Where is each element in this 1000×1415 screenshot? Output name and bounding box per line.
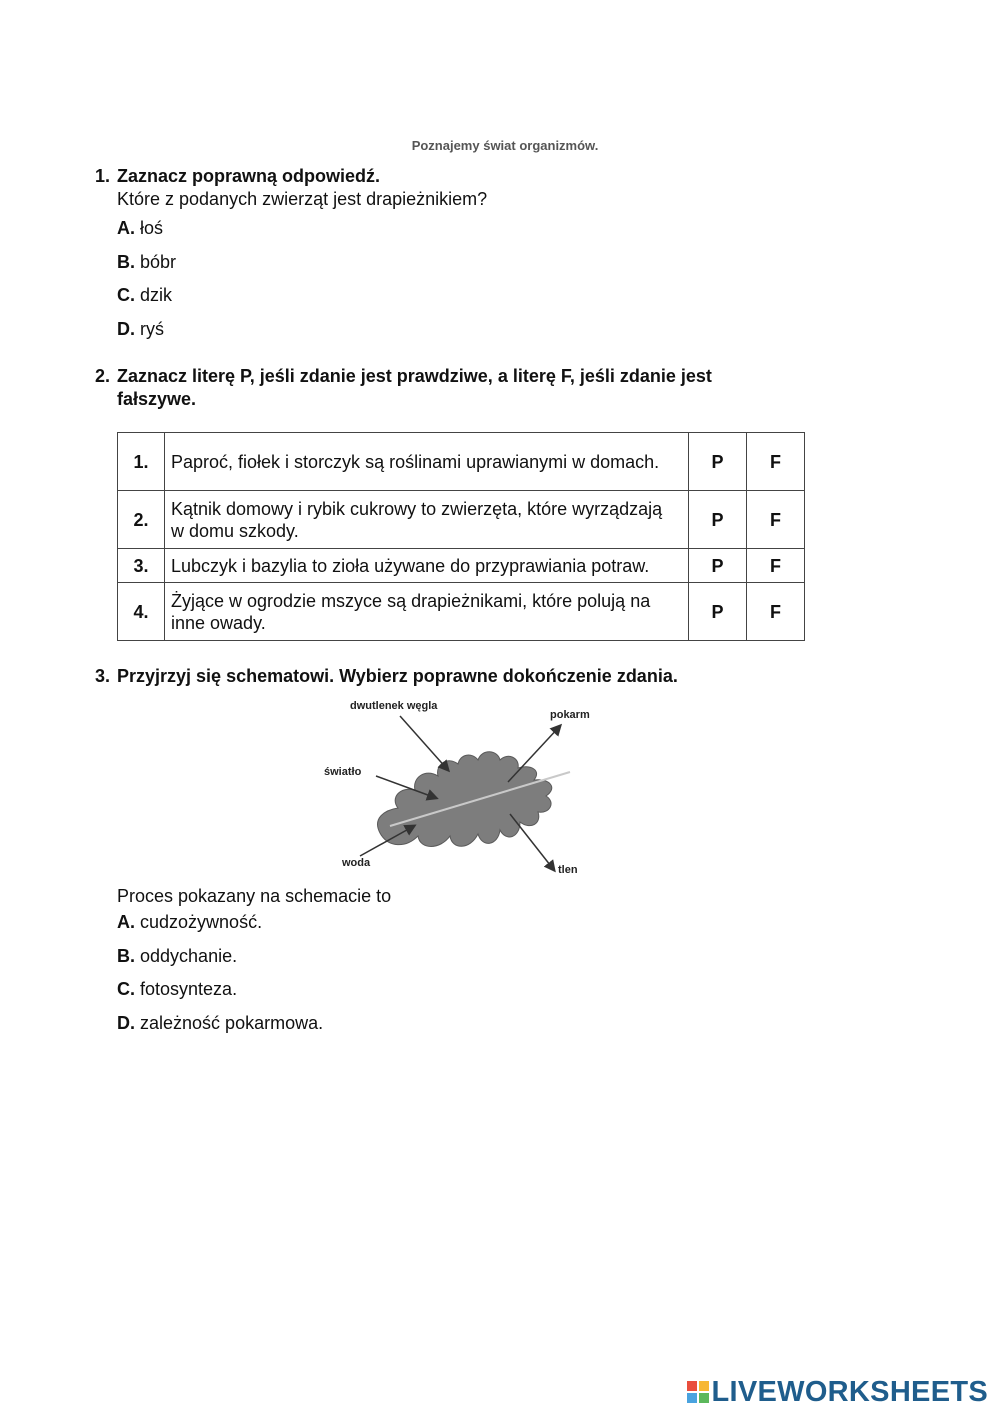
question-3-instruction — [95, 665, 678, 688]
instruction-text: Zaznacz poprawną odpowiedź. — [117, 166, 381, 186]
question-2 — [95, 365, 785, 411]
true-choice[interactable]: P — [689, 583, 747, 641]
question-1-options — [95, 217, 487, 340]
option-text: oddychanie. — [140, 945, 238, 966]
question-2-instruction — [95, 365, 785, 411]
row-number: 2. — [118, 491, 165, 549]
logo-mark-icon — [687, 1381, 709, 1403]
answer-option[interactable] — [117, 1012, 391, 1034]
instruction-text: fałszywe. — [117, 389, 197, 409]
option-text: bóbr — [140, 251, 177, 272]
liveworksheets-logo — [687, 1377, 989, 1407]
option-letter: A. — [117, 912, 135, 932]
row-number: 4. — [118, 583, 165, 641]
table-row — [118, 491, 805, 549]
question-3-body — [117, 885, 391, 1045]
question-3 — [95, 665, 678, 688]
label-oxygen: tlen — [558, 864, 578, 876]
table-row — [118, 433, 805, 491]
false-choice[interactable]: F — [747, 549, 805, 583]
row-number: 3. — [118, 549, 165, 583]
false-choice[interactable]: F — [747, 433, 805, 491]
leaf-illustration — [320, 698, 620, 883]
label-carbon-dioxide: dwutlenek węgla — [350, 700, 438, 712]
option-text: fotosynteza. — [140, 979, 238, 1000]
answer-option[interactable] — [117, 318, 487, 340]
question-number: 3. — [95, 666, 111, 686]
true-false-table — [117, 432, 805, 641]
option-letter: A. — [117, 218, 135, 238]
option-letter: D. — [117, 1012, 135, 1033]
label-light: światło — [324, 766, 362, 778]
row-number: 1. — [118, 433, 165, 491]
answer-option[interactable] — [117, 251, 487, 273]
option-letter: C. — [117, 979, 135, 1000]
option-text: ryś — [140, 318, 165, 339]
question-1 — [95, 165, 487, 351]
true-choice[interactable]: P — [689, 549, 747, 583]
statement: Kątnik domowy i rybik cukrowy to zwierzęta, które wyrządzają w domu szkody. — [165, 491, 689, 549]
true-choice[interactable]: P — [689, 433, 747, 491]
option-letter: B. — [117, 945, 135, 966]
question-3-stem: Proces pokazany na schemacie to — [117, 886, 392, 906]
photosynthesis-diagram — [320, 698, 620, 883]
instruction-text: Zaznacz literę P, jeśli zdanie jest prawdziwe, a literę F, jeśli zdanie jest — [117, 366, 712, 386]
option-text: zależność pokarmowa. — [140, 1012, 324, 1033]
statement: Żyjące w ogrodzie mszyce są drapieżnikami, które polują na inne owady. — [165, 583, 689, 641]
statement: Lubczyk i bazylia to zioła używane do przyprawiania potraw. — [165, 549, 689, 583]
label-water: woda — [342, 857, 371, 869]
answer-option[interactable] — [117, 978, 391, 1000]
table-row — [118, 583, 805, 641]
page-title: Poznajemy świat organizmów. — [411, 138, 599, 153]
question-1-instruction — [95, 165, 487, 188]
question-1-text: Które z podanych zwierząt jest drapieżnikiem? — [117, 189, 488, 209]
arrow-co2 — [400, 716, 448, 770]
option-letter: B. — [117, 251, 135, 272]
option-text: dzik — [140, 285, 173, 306]
table-row — [118, 549, 805, 583]
label-food: pokarm — [550, 709, 590, 721]
option-letter: C. — [117, 285, 135, 306]
answer-option[interactable] — [117, 945, 391, 967]
answer-option[interactable] — [117, 284, 487, 306]
false-choice[interactable]: F — [747, 491, 805, 549]
question-number: 2. — [95, 366, 111, 386]
logo-text: LIVEWORKSHEETS — [711, 1375, 988, 1408]
answer-option[interactable] — [117, 217, 487, 239]
statement: Paproć, fiołek i storczyk są roślinami uprawianymi w domach. — [165, 433, 689, 491]
option-text: łoś — [140, 218, 164, 238]
option-text: cudzożywność. — [140, 912, 263, 932]
instruction-text: Przyjrzyj się schematowi. Wybierz poprawne dokończenie zdania. — [117, 666, 678, 686]
answer-option[interactable] — [117, 911, 391, 933]
question-number: 1. — [95, 166, 111, 186]
true-choice[interactable]: P — [689, 491, 747, 549]
false-choice[interactable]: F — [747, 583, 805, 641]
option-letter: D. — [117, 318, 135, 339]
